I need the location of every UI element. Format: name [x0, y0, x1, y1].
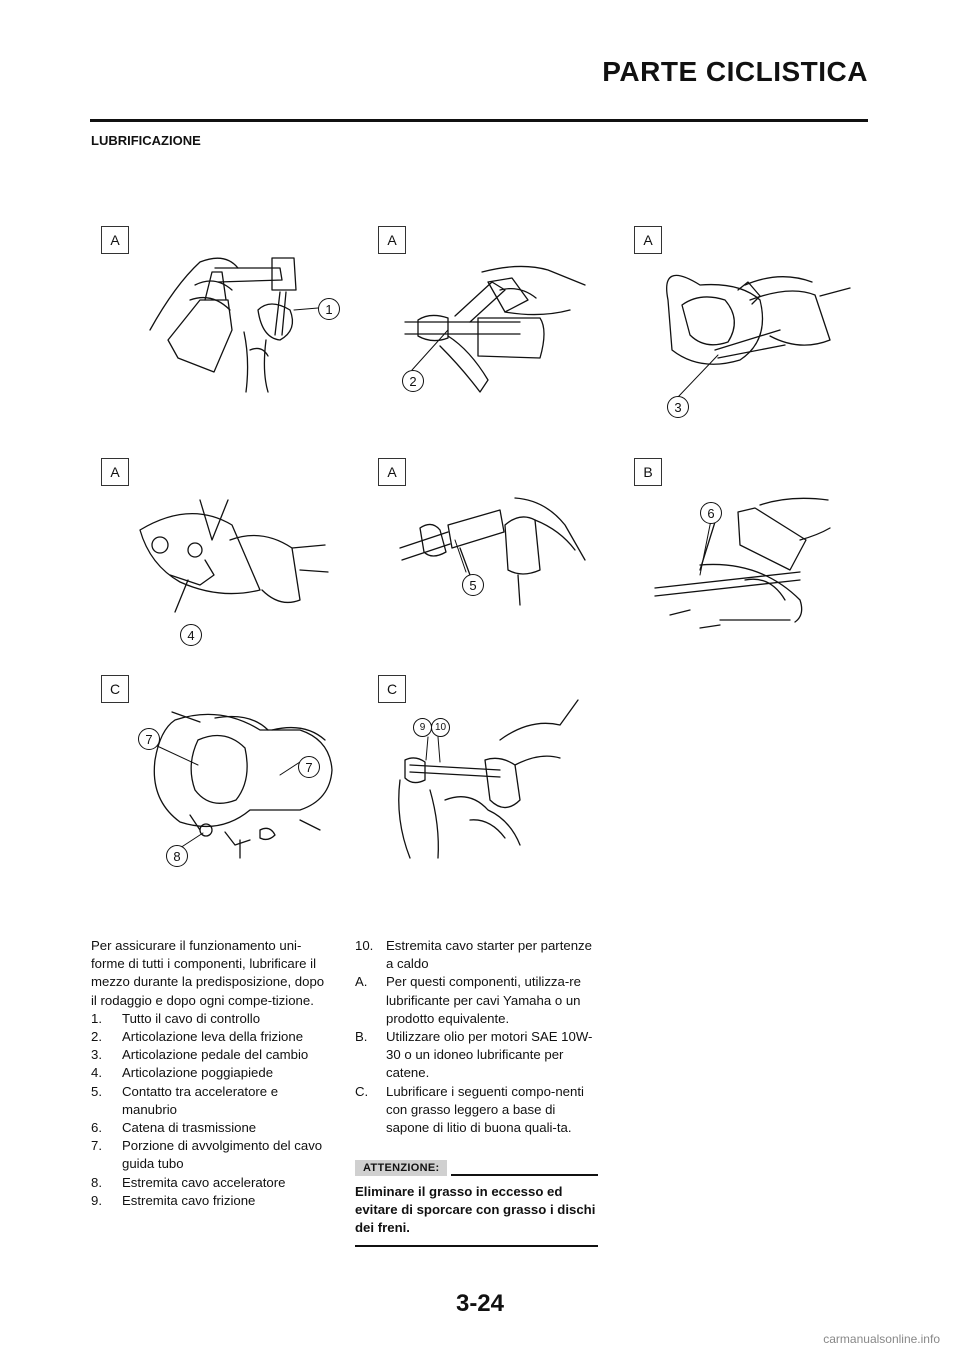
warning-text: Eliminare il grasso in eccesso ed evitare di sporcare con grasso i dischi dei freni. [355, 1184, 596, 1235]
list-text: Estremita cavo acceleratore [122, 1174, 286, 1190]
illustration-cable-lubricator [150, 258, 296, 392]
callout-number: 10 [431, 718, 450, 737]
list-text: Per questi componenti, utilizza-re lubrificante per cavi Yamaha o un prodotto equivalente. [386, 974, 581, 1026]
list-item [91, 1137, 331, 1173]
list-text: Articolazione pedale del cambio [122, 1047, 309, 1063]
list-item [91, 1083, 331, 1119]
list-number: 4. [91, 1065, 102, 1081]
list-item [355, 973, 595, 1028]
list-text: Articolazione poggiapiede [122, 1065, 274, 1081]
list-item [355, 1028, 595, 1083]
illustration-shift-pedal [667, 275, 850, 364]
callout-number: 4 [180, 624, 202, 646]
list-item [91, 1174, 331, 1192]
callout-number: 9 [413, 718, 432, 737]
illustration-footrest [140, 500, 328, 612]
warning-box [355, 1158, 598, 1247]
callout-number: 3 [667, 396, 689, 418]
leader-lines [155, 308, 718, 848]
list-text: Estremita cavo frizione [122, 1192, 256, 1208]
figure-label: A [378, 458, 406, 486]
illustration-chain [655, 498, 830, 628]
text-column-left [91, 937, 331, 1210]
figure-label: C [101, 675, 129, 703]
list-item [91, 1119, 331, 1137]
list-item [355, 937, 595, 973]
warning-divider [451, 1174, 598, 1176]
illustration-cable-winding [154, 712, 332, 858]
list-number: 10. [355, 938, 374, 953]
section-title: LUBRIFICAZIONE [91, 133, 201, 148]
list-text: Articolazione leva della frizione [122, 1029, 304, 1045]
callout-number: 1 [318, 298, 340, 320]
callout-number: 5 [462, 574, 484, 596]
illustration-cable-end [399, 700, 578, 858]
list-number: 3. [91, 1047, 102, 1063]
list-text: Estremita cavo starter per partenze a caldo [386, 938, 592, 972]
list-item [91, 1028, 331, 1046]
illustration-clutch-lever [405, 266, 585, 392]
list-text: Porzione di avvolgimento del cavo guida tubo [122, 1138, 323, 1172]
callout-number: 2 [402, 370, 424, 392]
list-number: 9. [91, 1192, 102, 1208]
warning-badge: ATTENZIONE: [355, 1160, 447, 1176]
list-item [355, 1083, 595, 1138]
callout-number: 6 [700, 502, 722, 524]
list-number: A. [355, 974, 368, 990]
figure-label: A [378, 226, 406, 254]
figure-label: A [634, 226, 662, 254]
watermark: carmanualsonline.info [823, 1332, 940, 1346]
list-text: Utilizzare olio per motori SAE 10W-30 o un idoneo lubrificante per catene. [386, 1029, 593, 1081]
warning-bottom-rule [355, 1245, 598, 1247]
list-item [91, 1192, 331, 1210]
list-number: 6. [91, 1120, 102, 1136]
figure-label: C [378, 675, 406, 703]
list-item [91, 1010, 331, 1028]
figure-label: A [101, 458, 129, 486]
list-number: 8. [91, 1174, 102, 1190]
list-text: Tutto il cavo di controllo [122, 1010, 261, 1026]
header-rule [90, 119, 868, 122]
list-number: 7. [91, 1138, 102, 1154]
figure-label: B [634, 458, 662, 486]
lubrication-point-list [91, 1010, 331, 1210]
text-column-right [355, 937, 595, 1137]
list-number: 5. [91, 1083, 102, 1099]
list-number: C. [355, 1083, 369, 1099]
callout-number: 8 [166, 845, 188, 867]
callout-number: 7 [138, 728, 160, 750]
list-item [91, 1064, 331, 1082]
list-text: Catena di trasmissione [122, 1120, 257, 1136]
list-text: Contatto tra acceleratore e manubrio [122, 1083, 279, 1117]
list-item [91, 1046, 331, 1064]
list-number: 1. [91, 1010, 102, 1026]
intro-paragraph: Per assicurare il funzionamento uni-forme di tutti i componenti, lubrificare il mezzo durante la predisposizione, dopo il rodaggio e dopo ogni compe-tizione. [91, 938, 325, 1008]
list-number: 2. [91, 1029, 102, 1045]
figure-label: A [101, 226, 129, 254]
callout-number: 7 [298, 756, 320, 778]
page-number: 3-24 [455, 1290, 505, 1317]
illustration-throttle [400, 498, 585, 605]
page-title: PARTE CICLISTICA [602, 56, 868, 87]
list-text: Lubrificare i seguenti compo-nenti con grasso leggero a base di sapone di litio di buona quali-ta. [386, 1083, 584, 1136]
list-number: B. [355, 1029, 368, 1045]
